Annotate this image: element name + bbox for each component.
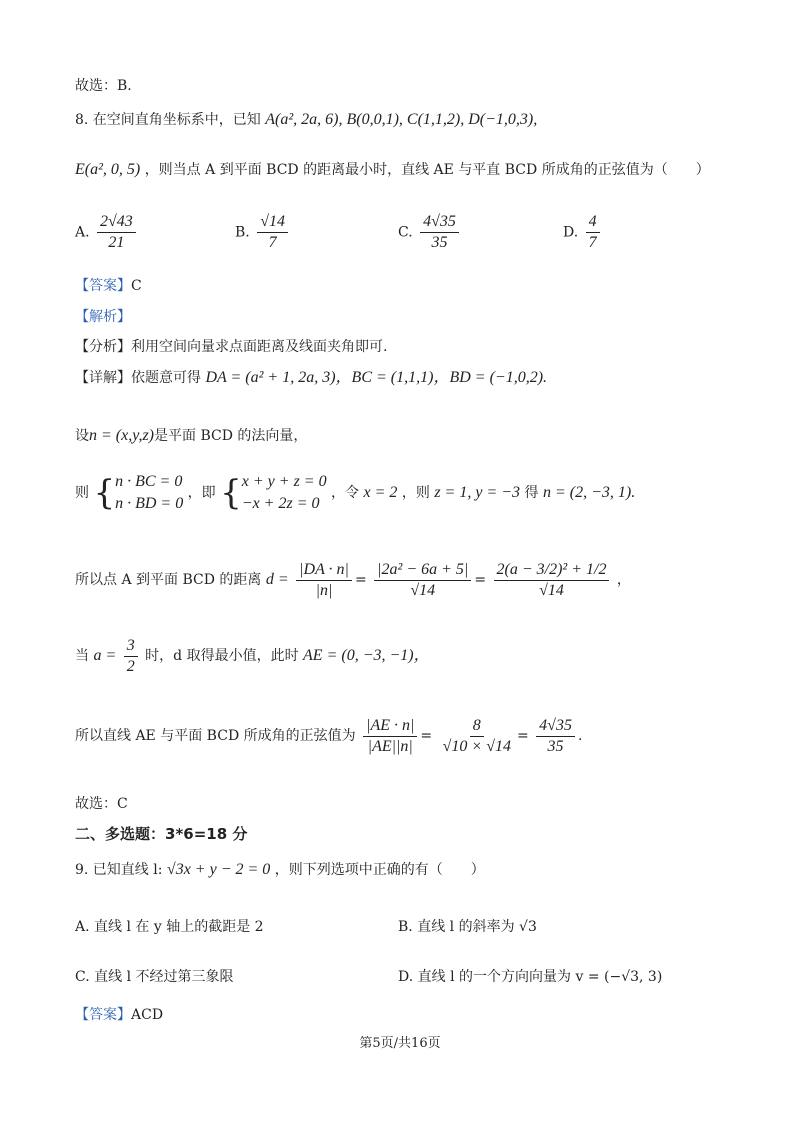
q8-statement-line1 (75, 110, 537, 130)
q9-option-a: A. 直线 l 在 y 轴上的截距是 2 (75, 919, 264, 935)
q8-question: ，则当点 A 到平面 BCD 的距离最小时，直线 AE 与平直 BCD 所成角的正弦值为（ ） (144, 162, 710, 178)
min-text: 时，d 取得最小值，此时 (145, 648, 299, 664)
brace-icon: { (220, 473, 242, 513)
q8-option-c (398, 212, 462, 253)
min-prefix: 当 (75, 648, 89, 664)
page-footer: 第5页/共16页 (359, 1036, 441, 1051)
q8-analysis-tag (75, 307, 131, 327)
q8-final-answer: 故选：C (75, 796, 128, 812)
system-then: ，则 (401, 485, 430, 501)
system-n: n = (2, −3, 1). (542, 484, 636, 501)
xiangjie-text: 依题意可得 (131, 370, 201, 386)
normal-suffix: 是平面 BCD 的法向量， (154, 428, 308, 444)
q8-system (75, 468, 635, 518)
q9-answer (75, 1005, 163, 1025)
option-label: A. (75, 224, 90, 241)
q8-fenxi (75, 337, 387, 357)
q8-distance: 所以点 A 到平面 BCD 的距离 d = $\frac{|DA \cdot n|}{|n|}$ = $\frac{\text{|2a² − 6a + 5|}}{√14}$ = $\frac{\text{2(a − 3/2)² + 1/2}}{√14}$ ， (75, 560, 631, 599)
distance-d: d = (265, 571, 289, 588)
system-x: x = 2 (363, 484, 398, 501)
q9-option-b: B. 直线 l 的斜率为 √3 (398, 919, 537, 935)
answer-tag: 【答案】 (75, 278, 131, 294)
section-heading: 二、多选题：3*6=18 分 (75, 825, 248, 843)
sine-prefix: 所以直线 AE 与平面 BCD 所成角的正弦值为 (75, 728, 356, 744)
q8-xiangjie (75, 368, 547, 388)
system-let: ，令 (331, 485, 360, 501)
fenxi-text: 利用空间向量求点面距离及线面夹角即可. (131, 339, 388, 355)
min-a: a = (93, 647, 117, 664)
answer-value: C (131, 278, 142, 294)
min-frac: $\frac{3}{2}$ (124, 636, 138, 677)
q8-sine: 所以直线 AE 与平面 BCD 所成角的正弦值为 $\frac{|AE \cdot n|}{|AE||n|}$ = $\frac{8}{√10 \times √14}$ = $\frac{4√35}{35}$ . (75, 716, 583, 755)
xiangjie-tag: 【详解】 (75, 370, 131, 386)
distance-frac-2: $\frac{\text{|2a² − 6a + 5|}}{√14}$ (374, 560, 471, 601)
system-prefix: 则 (75, 485, 89, 501)
q9-option-c: C. 直线 l 不经过第三象限 (75, 969, 234, 985)
q8-normal-vector (75, 426, 307, 446)
option-fraction: $\frac{√14}{7}$ (257, 212, 288, 253)
distance-frac-1: $\frac{|DA \cdot n|}{|n|}$ (296, 560, 352, 601)
system-2: x + y + z = 0 −x + 2z = 0 (241, 473, 327, 512)
analysis-tag: 【解析】 (75, 309, 131, 325)
system-1: n · BC = 0 n · BD = 0 (115, 473, 184, 512)
distance-frac-3: $\frac{\text{2(a − 3/2)² + 1/2}}{√14}$ (494, 560, 610, 601)
answer-value: ACD (131, 1007, 164, 1023)
system-mid: ，即 (187, 485, 216, 501)
q8-prefix: 8. 在空间直角坐标系中，已知 (75, 112, 261, 128)
option-fraction: $\frac{4√35}{35}$ (420, 212, 459, 253)
q9-statement (75, 860, 485, 880)
distance-prefix: 所以点 A 到平面 BCD 的距离 (75, 572, 262, 588)
sine-frac-1: $\frac{|AE \cdot n|}{|AE||n|}$ (363, 716, 417, 757)
q8-option-b (235, 212, 291, 253)
q8-statement-line2 (75, 160, 710, 180)
option-label: B. (235, 224, 250, 241)
q9-prefix: 9. 已知直线 l: (75, 862, 163, 878)
q8-point-e: E(a², 0, 5) (75, 161, 141, 178)
fenxi-tag: 【分析】 (75, 339, 131, 355)
option-fraction: $\frac{4}{7}$ (586, 212, 600, 253)
q8-points: A(a², 2a, 6), B(0,0,1), C(1,1,2), D(−1,0,3), (265, 111, 538, 128)
q8-option-d (563, 212, 603, 253)
option-label: C. (398, 224, 413, 241)
xiangjie-vectors: DA = (a² + 1, 2a, 3)，BC = (1,1,1)，BD = (−1,0,2). (205, 369, 548, 386)
normal-vector: n = (x,y,z) (89, 427, 154, 444)
option-fraction: $\frac{2√43}{21}$ (97, 212, 136, 253)
normal-prefix: 设 (75, 428, 89, 444)
system-values: z = 1, y = −3 (434, 484, 521, 501)
brace-icon: { (93, 473, 116, 513)
previous-answer: 故选：B. (75, 78, 132, 94)
q8-minimum (75, 632, 430, 680)
q8-answer (75, 276, 142, 296)
sine-frac-3: $\frac{4√35}{35}$ (536, 716, 575, 757)
answer-tag: 【答案】 (75, 1007, 131, 1023)
sine-frac-2: $\frac{8}{√10 \times √14}$ (442, 716, 511, 755)
q9-question: ，则下列选项中正确的有（ ） (274, 862, 485, 878)
system-get: 得 (524, 485, 539, 501)
min-vector: AE = (0, −3, −1)， (303, 647, 430, 664)
option-label: D. (563, 224, 579, 241)
distance-end: ， (616, 572, 631, 588)
q9-equation: √3x + y − 2 = 0 (166, 861, 271, 878)
q9-option-d: D. 直线 l 的一个方向向量为 v = (−√3, 3) (398, 969, 663, 985)
q8-option-a (75, 212, 139, 253)
